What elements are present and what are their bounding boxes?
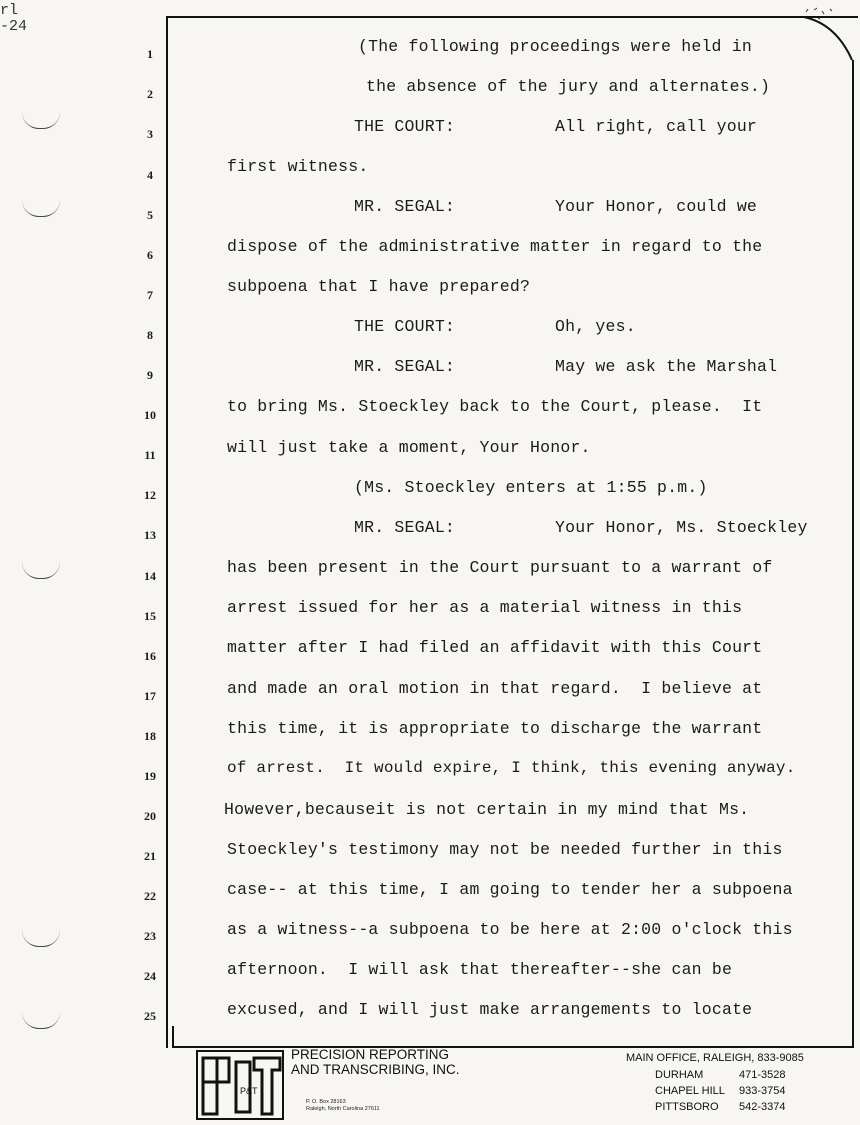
speaker-label: MR. SEGAL:: [354, 197, 456, 216]
transcript-line: and made an oral motion in that regard. I believe at: [227, 679, 763, 698]
line-number: 14: [144, 569, 156, 583]
transcript-line: as a witness--a subpoena to be here at 2:00 o'clock this: [227, 920, 793, 939]
line-number: 19: [144, 769, 156, 783]
line-number: 8: [147, 328, 153, 342]
line-number: 13: [144, 528, 156, 542]
page-border-bottom: [174, 1046, 854, 1048]
line-number: 16: [144, 649, 156, 663]
transcript-line: Your Honor, could we: [555, 197, 758, 216]
speaker-label: THE COURT:: [354, 117, 456, 136]
phone-durham: DURHAM 471-3528: [655, 1069, 786, 1081]
line-number: 23: [144, 929, 156, 943]
line-number: 25: [144, 1009, 156, 1023]
page-border-right: [852, 60, 854, 1048]
transcript-line: will just take a moment, Your Honor.: [227, 438, 591, 457]
punch-hole-mark: [22, 1012, 60, 1029]
line-number: 15: [144, 609, 156, 623]
transcript-line: the absence of the jury and alternates.): [366, 77, 771, 96]
line-number: 17: [144, 689, 156, 703]
transcript-line: first witness.: [227, 157, 369, 176]
firm-name: PRECISION REPORTING AND TRANSCRIBING, INC.: [291, 1047, 460, 1077]
transcript-line: this time, it is appropriate to discharge the warrant: [227, 719, 763, 738]
punch-hole-mark: [22, 930, 60, 947]
transcript-line: arrest issued for her as a material witness in this: [227, 598, 743, 617]
transcript-line: Stoeckley's testimony may not be needed further in this: [227, 840, 783, 859]
transcript-line: All right, call your: [555, 117, 758, 136]
firm-address: P. O. Box 28163 Raleigh, North Carolina 27611: [306, 1099, 380, 1112]
line-number: 3: [147, 127, 153, 141]
speaker-label: THE COURT:: [354, 317, 456, 336]
company-logo: [196, 1050, 284, 1120]
transcript-line: excused, and I will just make arrangements to locate: [227, 1000, 753, 1019]
line-number: 9: [147, 368, 153, 382]
line-number: 21: [144, 849, 156, 863]
phone-chapel-hill: CHAPEL HILL 933-3754: [655, 1085, 786, 1097]
transcript-line: matter after I had filed an affidavit with this Court: [227, 638, 763, 657]
transcript-line: Oh, yes.: [555, 317, 636, 336]
transcript-line: afternoon. I will ask that thereafter--she can be: [227, 960, 733, 979]
line-number: 1: [147, 47, 153, 61]
line-number: 18: [144, 729, 156, 743]
punch-hole-mark: [22, 200, 60, 217]
punch-hole-mark: [22, 562, 60, 579]
speaker-label: MR. SEGAL:: [354, 357, 456, 376]
line-number: 6: [147, 248, 153, 262]
margin-mark-top: rl: [0, 2, 19, 19]
line-number: 2: [147, 87, 153, 101]
line-number: 24: [144, 969, 156, 983]
line-number: 12: [144, 488, 156, 502]
line-number: 10: [144, 408, 156, 422]
transcript-line: to bring Ms. Stoeckley back to the Court, please. It: [227, 397, 763, 416]
transcript-line: (Ms. Stoeckley enters at 1:55 p.m.): [354, 478, 708, 497]
transcript-line: dispose of the administrative matter in regard to the: [227, 237, 763, 256]
margin-mark-bottom: -24: [0, 18, 28, 35]
transcript-line: May we ask the Marshal: [555, 357, 778, 376]
transcript-line: (The following proceedings were held in: [358, 37, 752, 56]
line-number: 4: [147, 168, 153, 182]
transcript-line: has been present in the Court pursuant to a warrant of: [227, 558, 773, 577]
folded-corner: [796, 4, 860, 64]
speaker-label: MR. SEGAL:: [354, 518, 456, 537]
transcript-line: case-- at this time, I am going to tender her a subpoena: [227, 880, 793, 899]
punch-hole-mark: [22, 112, 60, 129]
transcript-line: subpoena that I have prepared?: [227, 277, 531, 296]
line-number: 22: [144, 889, 156, 903]
line-number: 20: [144, 809, 156, 823]
line-number: 11: [144, 448, 156, 462]
phone-pittsboro: PITTSBORO 542-3374: [655, 1101, 786, 1113]
main-office: MAIN OFFICE, RALEIGH, 833-9085: [626, 1052, 804, 1064]
line-number: 7: [147, 288, 153, 302]
transcript-line: of arrest. It would expire, I think, this evening anyway.: [227, 759, 796, 777]
transcript-line: However,becauseit is not certain in my mind that Ms.: [224, 800, 750, 819]
line-number: 5: [147, 208, 153, 222]
page-border-bottom-left: [172, 1026, 174, 1048]
logo-text: P&T: [240, 1086, 258, 1096]
transcript-line: Your Honor, Ms. Stoeckley: [555, 518, 808, 537]
